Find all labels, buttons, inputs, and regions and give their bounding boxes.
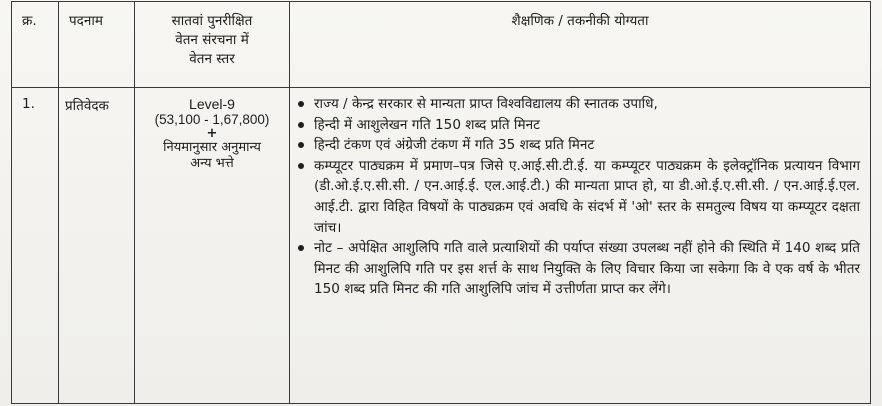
header-pay-line-1: सातवां पुनरीक्षित: [171, 13, 253, 29]
list-item: हिन्दी टंकण एवं अंग्रेजी टंकण में गति 35 शब्द प्रति मिनट: [294, 135, 860, 156]
header-serial: क्र.: [12, 2, 59, 88]
row-qualifications: [290, 88, 871, 404]
row-serial: 1.: [12, 88, 59, 404]
row-post: प्रतिवेदक: [59, 88, 135, 404]
list-item: हिन्दी में आशुलेखन गति 150 शब्द प्रति मिनट: [294, 115, 860, 136]
header-pay-line-3: वेतन स्तर: [189, 51, 235, 67]
bullet-icon: [298, 245, 304, 251]
header-pay-level: [135, 2, 290, 88]
pay-level-label: Level-9: [189, 96, 235, 112]
qualification-table: [11, 1, 871, 404]
plus-sign: +: [206, 126, 218, 141]
list-item: राज्य / केन्द्र सरकार से मान्यता प्राप्त विश्वविद्यालय की स्नातक उपाधि,: [294, 94, 860, 115]
pay-range: (53,100 - 1,67,800): [154, 112, 270, 127]
header-qualification: शैक्षणिक / तकनीकी योग्यता: [290, 2, 871, 88]
list-item: नोट – अपेक्षित आशुलिपि गति वाले प्रत्याशियों की पर्याप्त संख्या उपलब्ध नहीं होने की स्थिति में 140 शब्द प्रति मिनट की आशुलिपि गति पर इस शर्त्त के साथ नियुक्ति के लिए विचार किया जा सकेगा कि वे एक वर्ष के भीतर 150 शब्द प्रति मिनट की गति आशुलिपि जांच में उत्तीर्णता प्राप्त कर लेंगे।: [294, 238, 860, 300]
table-row: [12, 88, 871, 404]
bullet-icon: [298, 101, 304, 107]
bullet-icon: [298, 122, 304, 128]
qualification-list: [294, 94, 860, 300]
header-pay-line-2: वेतन संरचना में: [175, 32, 249, 48]
list-item: कम्प्यूटर पाठ्यक्रम में प्रमाण–पत्र जिसे ए.आई.सी.टी.ई. या कम्प्यूटर पाठ्यक्रम के इलेक्ट्रॉनिक प्रत्यायन विभाग (डी.ओ.ई.ए.सी.सी. / एन.आई.ई. एल.आई.टी.) की मान्यता प्राप्त हो, या डी.ओ.ई.ए.सी.सी. / एन.आई.ई.एल. आई.टी. द्वारा विहित विषयों के पाठ्यक्रम एवं अवधि के संदर्भ में 'ओ' स्तर के समतुल्य विषय या कम्प्यूटर दक्षता जांच।: [294, 156, 860, 238]
bullet-icon: [298, 142, 304, 148]
header-post: पदनाम: [59, 2, 135, 88]
allowance-line-2: अन्य भत्ते: [190, 156, 234, 171]
header-row: [12, 2, 871, 88]
allowance-line-1: नियमानुसार अनुमान्य: [163, 140, 261, 155]
row-pay-level: [135, 88, 290, 404]
bullet-icon: [298, 163, 304, 169]
